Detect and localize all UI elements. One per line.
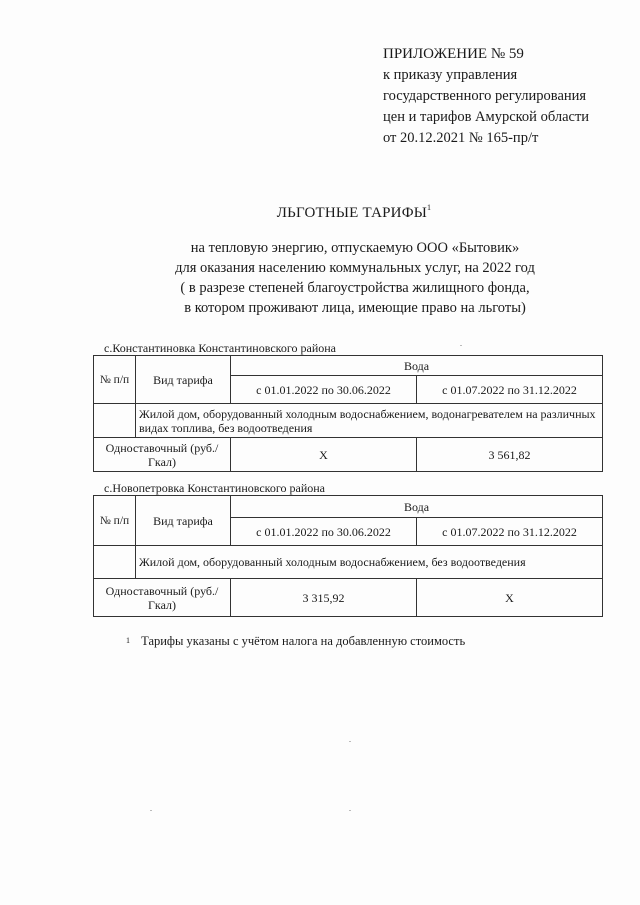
table-row: [94, 579, 603, 617]
table-row: [94, 438, 603, 472]
scan-speck: [349, 810, 351, 811]
section-location: с.Константиновка Константиновского района: [104, 341, 336, 355]
appendix-line: к приказу управления: [383, 67, 518, 83]
rate-value: 3 315,92: [231, 579, 417, 617]
period-header: с 01.01.2022 по 30.06.2022: [231, 376, 417, 404]
empty-cell: [94, 546, 136, 579]
period-header: с 01.07.2022 по 31.12.2022: [417, 518, 603, 546]
table-row: [94, 546, 603, 579]
document-title: [0, 203, 640, 222]
appendix-title: ПРИЛОЖЕНИЕ № 59: [383, 46, 524, 62]
rate-value: X: [231, 438, 417, 472]
subtitle-line: ( в разрезе степеней благоустройства жилищного фонда,: [180, 280, 530, 296]
rate-label: Одноставочный (руб./Гкал): [94, 579, 231, 617]
col-number-header: № п/п: [94, 356, 136, 404]
tariff-table: [93, 495, 603, 617]
col-type-header: Вид тарифа: [136, 356, 231, 404]
col-group-header: Вода: [231, 496, 603, 518]
appendix-line: от 20.12.2021 № 165-пр/т: [383, 130, 539, 146]
col-number-header: № п/п: [94, 496, 136, 546]
section-location: с.Новопетровка Константиновского района: [104, 481, 325, 495]
tariff-table: [93, 355, 603, 472]
document-subtitle: [110, 238, 600, 318]
document-title-text: ЛЬГОТНЫЕ ТАРИФЫ: [276, 205, 428, 221]
footnote-text: Тарифы указаны с учётом налога на добавленную стоимость: [141, 634, 466, 648]
rate-label: Одноставочный (руб./Гкал): [94, 438, 231, 472]
title-footnote-mark: 1: [427, 203, 432, 212]
appendix-line: государственного регулирования: [383, 88, 587, 104]
appendix-header: [383, 44, 589, 149]
subtitle-line: на тепловую энергию, отпускаемую ООО «Бытовик»: [190, 240, 520, 256]
col-type-header: Вид тарифа: [136, 496, 231, 546]
empty-cell: [94, 404, 136, 438]
table-row: [94, 496, 603, 518]
rate-value: X: [417, 579, 603, 617]
period-header: с 01.01.2022 по 30.06.2022: [231, 518, 417, 546]
rate-value: 3 561,82: [417, 438, 603, 472]
table-row: [94, 404, 603, 438]
housing-description: Жилой дом, оборудованный холодным водоснабжением, без водоотведения: [136, 546, 603, 579]
col-group-header: Вода: [231, 356, 603, 376]
table-row: [94, 356, 603, 376]
scan-speck: [460, 345, 462, 346]
subtitle-line: в котором проживают лица, имеющие право на льготы): [184, 300, 526, 316]
scan-speck: [150, 810, 152, 811]
appendix-line: цен и тарифов Амурской области: [383, 109, 590, 125]
housing-description: Жилой дом, оборудованный холодным водоснабжением, водонагревателем на различных видах топлива, без водоотведения: [136, 404, 603, 438]
scan-speck: [349, 741, 351, 742]
subtitle-line: для оказания населению коммунальных услуг, на 2022 год: [175, 260, 535, 276]
footnote-mark: 1: [126, 636, 130, 645]
period-header: с 01.07.2022 по 31.12.2022: [417, 376, 603, 404]
footnote: [126, 634, 465, 649]
